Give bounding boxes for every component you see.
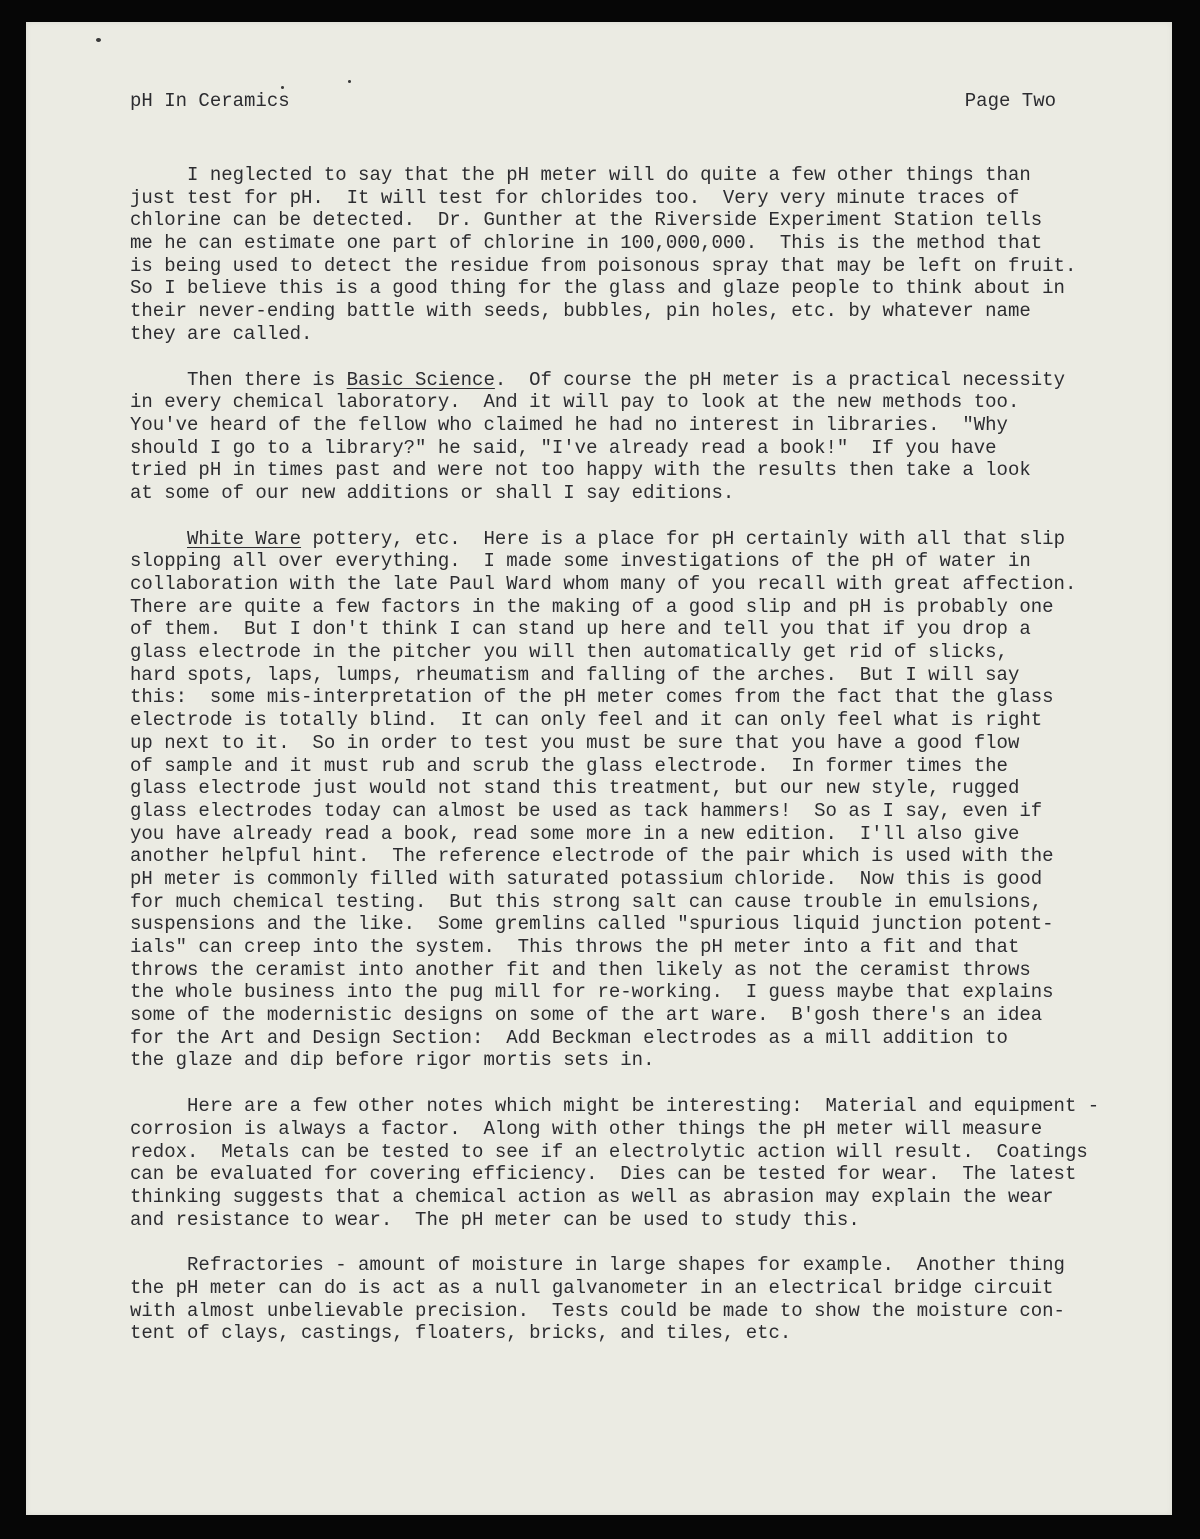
text-line: Then there is Basic Science. Of course the pH meter is a practical necessity [130,368,1065,391]
text-line: hard spots, laps, lumps, rheumatism and falling of the arches. But I will say [130,663,1020,686]
text-line: Refractories - amount of moisture in large shapes for example. Another thing [130,1254,1065,1277]
text-line: corrosion is always a factor. Along with other things the pH meter will measure [130,1117,1043,1140]
text-line: You've heard of the fellow who claimed he had no interest in libraries. "Why [130,413,1008,436]
text-line: electrode is totally blind. It can only feel and it can only feel what is right [130,709,1043,732]
paragraph [130,164,1090,346]
page-number: Page Two [964,90,1056,112]
text-line: tried pH in times past and were not too happy with the results then take a look [130,459,1031,482]
underlined-heading: White Ware [187,527,302,550]
paper-speck [96,38,101,42]
text-line: and resistance to wear. The pH meter can be used to study this. [130,1208,860,1231]
text-line: tent of clays, castings, floaters, bricks, and tiles, etc. [130,1322,792,1345]
text-line: you have already read a book, read some more in a new edition. I'll also give [130,822,1020,845]
document-body [130,164,1100,1368]
text-line: ials" can creep into the system. This throws the pH meter into a fit and that [130,936,1020,958]
text-line: I neglected to say that the pH meter will do quite a few other things than [130,164,1031,186]
text-line: in every chemical laboratory. And it will pay to look at the new methods too. [130,391,1020,414]
text-line: collaboration with the late Paul Ward whom many of you recall with great affection. [130,573,1077,595]
paragraph [130,1095,1100,1231]
text-line: is being used to detect the residue from poisonous spray that may be left on fruit. [130,254,1077,277]
text-line: for much chemical testing. But this strong salt can cause trouble in emulsions, [130,890,1043,913]
paragraph [130,369,1090,505]
paper-speck [348,80,351,83]
underlined-heading: Basic Science [346,368,495,391]
text-line: So I believe this is a good thing for the glass and glaze people to think about in [130,277,1065,300]
text-line: can be evaluated for covering efficiency. Dies can be tested for wear. The latest [130,1163,1077,1186]
text-line: pH meter is commonly filled with saturated potassium chloride. Now this is good [130,867,1043,890]
text-line: White Ware pottery, etc. Here is a place for pH certainly with all that slip [187,527,1065,550]
text-line: of sample and it must rub and scrub the glass electrode. In former times the [130,754,1008,777]
text-line: glass electrode just would not stand this treatment, but our new style, rugged [130,777,1020,800]
text-line: their never-ending battle with seeds, bubbles, pin holes, etc. by whatever name [130,300,1031,323]
text-line: chlorine can be detected. Dr. Gunther at the Riverside Experiment Station tells [130,209,1043,232]
text-line: the pH meter can do is act as a null galvanometer in an electrical bridge circuit [130,1276,1054,1299]
text-line: glass electrode in the pitcher you will then automatically get rid of slicks, [130,641,1008,664]
page-header [130,90,1056,116]
text-line: this: some mis-interpretation of the pH meter comes from the fact that the glass [130,686,1054,709]
text-line: just test for pH. It will test for chlorides too. Very very minute traces of [130,186,1020,209]
text-line: they are called. [130,322,313,345]
text-line: the glaze and dip before rigor mortis sets in. [130,1049,655,1072]
text-line: the whole business into the pug mill for re-working. I guess maybe that explains [130,981,1054,1004]
paragraph [130,1254,1090,1345]
text-line: for the Art and Design Section: Add Beckman electrodes as a mill addition to [130,1026,1008,1049]
text-line: with almost unbelievable precision. Tests could be made to show the moisture con- [130,1299,1065,1322]
text-line: some of the modernistic designs on some of the art ware. B'gosh there's an idea [130,1004,1043,1027]
text-line: slopping all over everything. I made some investigations of the pH of water in [130,550,1031,573]
text-line: should I go to a library?" he said, "I've already read a book!" If you have [130,436,997,459]
text-line: of them. But I don't think I can stand up here and tell you that if you drop a [130,618,1031,641]
text-line: another helpful hint. The reference electrode of the pair which is used with the [130,845,1054,868]
text-line: redox. Metals can be tested to see if an electrolytic action will result. Coatings [130,1140,1088,1163]
text-line: at some of our new additions or shall I say editions. [130,481,735,504]
text-line: up next to it. So in order to test you must be sure that you have a good flow [130,731,1020,754]
text-line: There are quite a few factors in the making of a good slip and pH is probably one [130,595,1054,618]
text-line: suspensions and the like. Some gremlins called "spurious liquid junction potent- [130,913,1054,936]
text-line: throws the ceramist into another fit and then likely as not the ceramist throws [130,958,1031,981]
paper-speck [281,86,284,89]
paragraph [130,528,1090,1073]
document-title: pH In Ceramics [130,90,290,112]
text-line: me he can estimate one part of chlorine in 100,000,000. This is the method that [130,232,1043,255]
text-line: thinking suggests that a chemical action as well as abrasion may explain the wear [130,1185,1054,1208]
text-line: glass electrodes today can almost be used as tack hammers! So as I say, even if [130,799,1043,822]
text-line: Here are a few other notes which might be interesting: Material and equipment - [130,1095,1100,1118]
